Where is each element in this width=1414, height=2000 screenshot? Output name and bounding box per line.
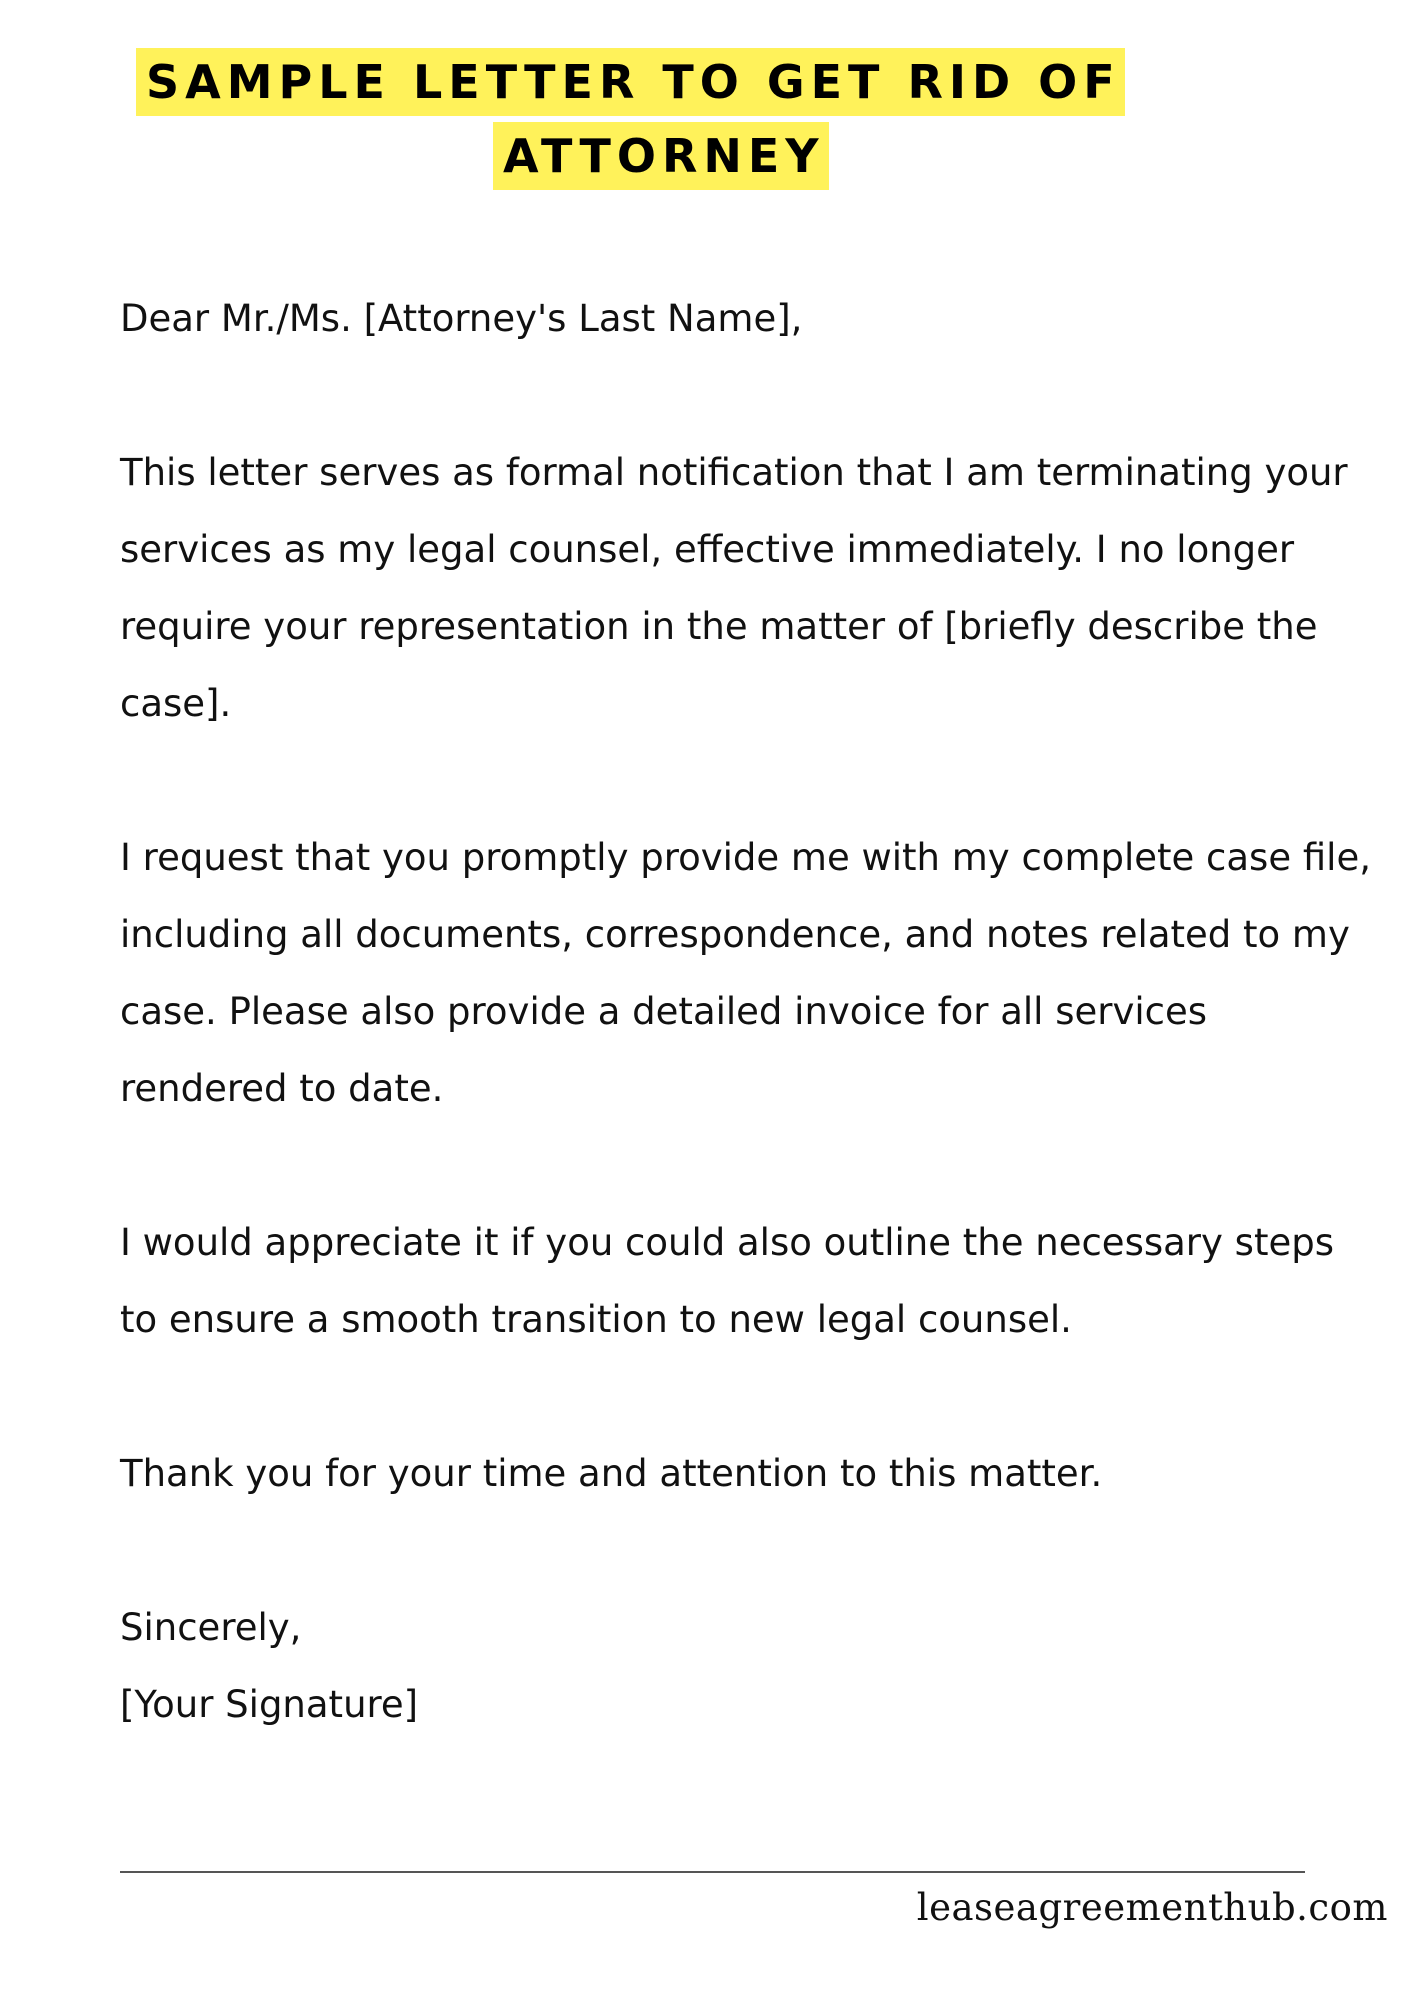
closing-block bbox=[120, 1589, 1380, 1743]
title-line-1: SAMPLE LETTER TO GET RID OF bbox=[136, 48, 1125, 116]
paragraph-2: I request that you promptly provide me with my complete case file, including all documents, correspondence, and notes related to my case. Please also provide a detailed invoice for all services rendered to date. bbox=[120, 836, 1371, 1110]
signature: [Your Signature] bbox=[120, 1683, 419, 1726]
closing: Sincerely, bbox=[120, 1606, 302, 1649]
website-watermark: leaseagreementhub.com bbox=[916, 1886, 1388, 1929]
paragraph-1: This letter serves as formal notification that I am terminating your services as my legal counsel, effective immediately. I no longer require your representation in the matter of [briefly describe the case]. bbox=[120, 451, 1348, 725]
letter-body bbox=[120, 280, 1380, 1743]
paragraph-4: Thank you for your time and attention to this matter. bbox=[120, 1452, 1103, 1495]
title-line-2: ATTORNEY bbox=[493, 122, 829, 190]
signature-divider bbox=[120, 1871, 1305, 1873]
paragraph-3: I would appreciate it if you could also outline the necessary steps to ensure a smooth transition to new legal counsel. bbox=[120, 1221, 1334, 1341]
salutation: Dear Mr./Ms. [Attorney's Last Name], bbox=[120, 297, 803, 340]
